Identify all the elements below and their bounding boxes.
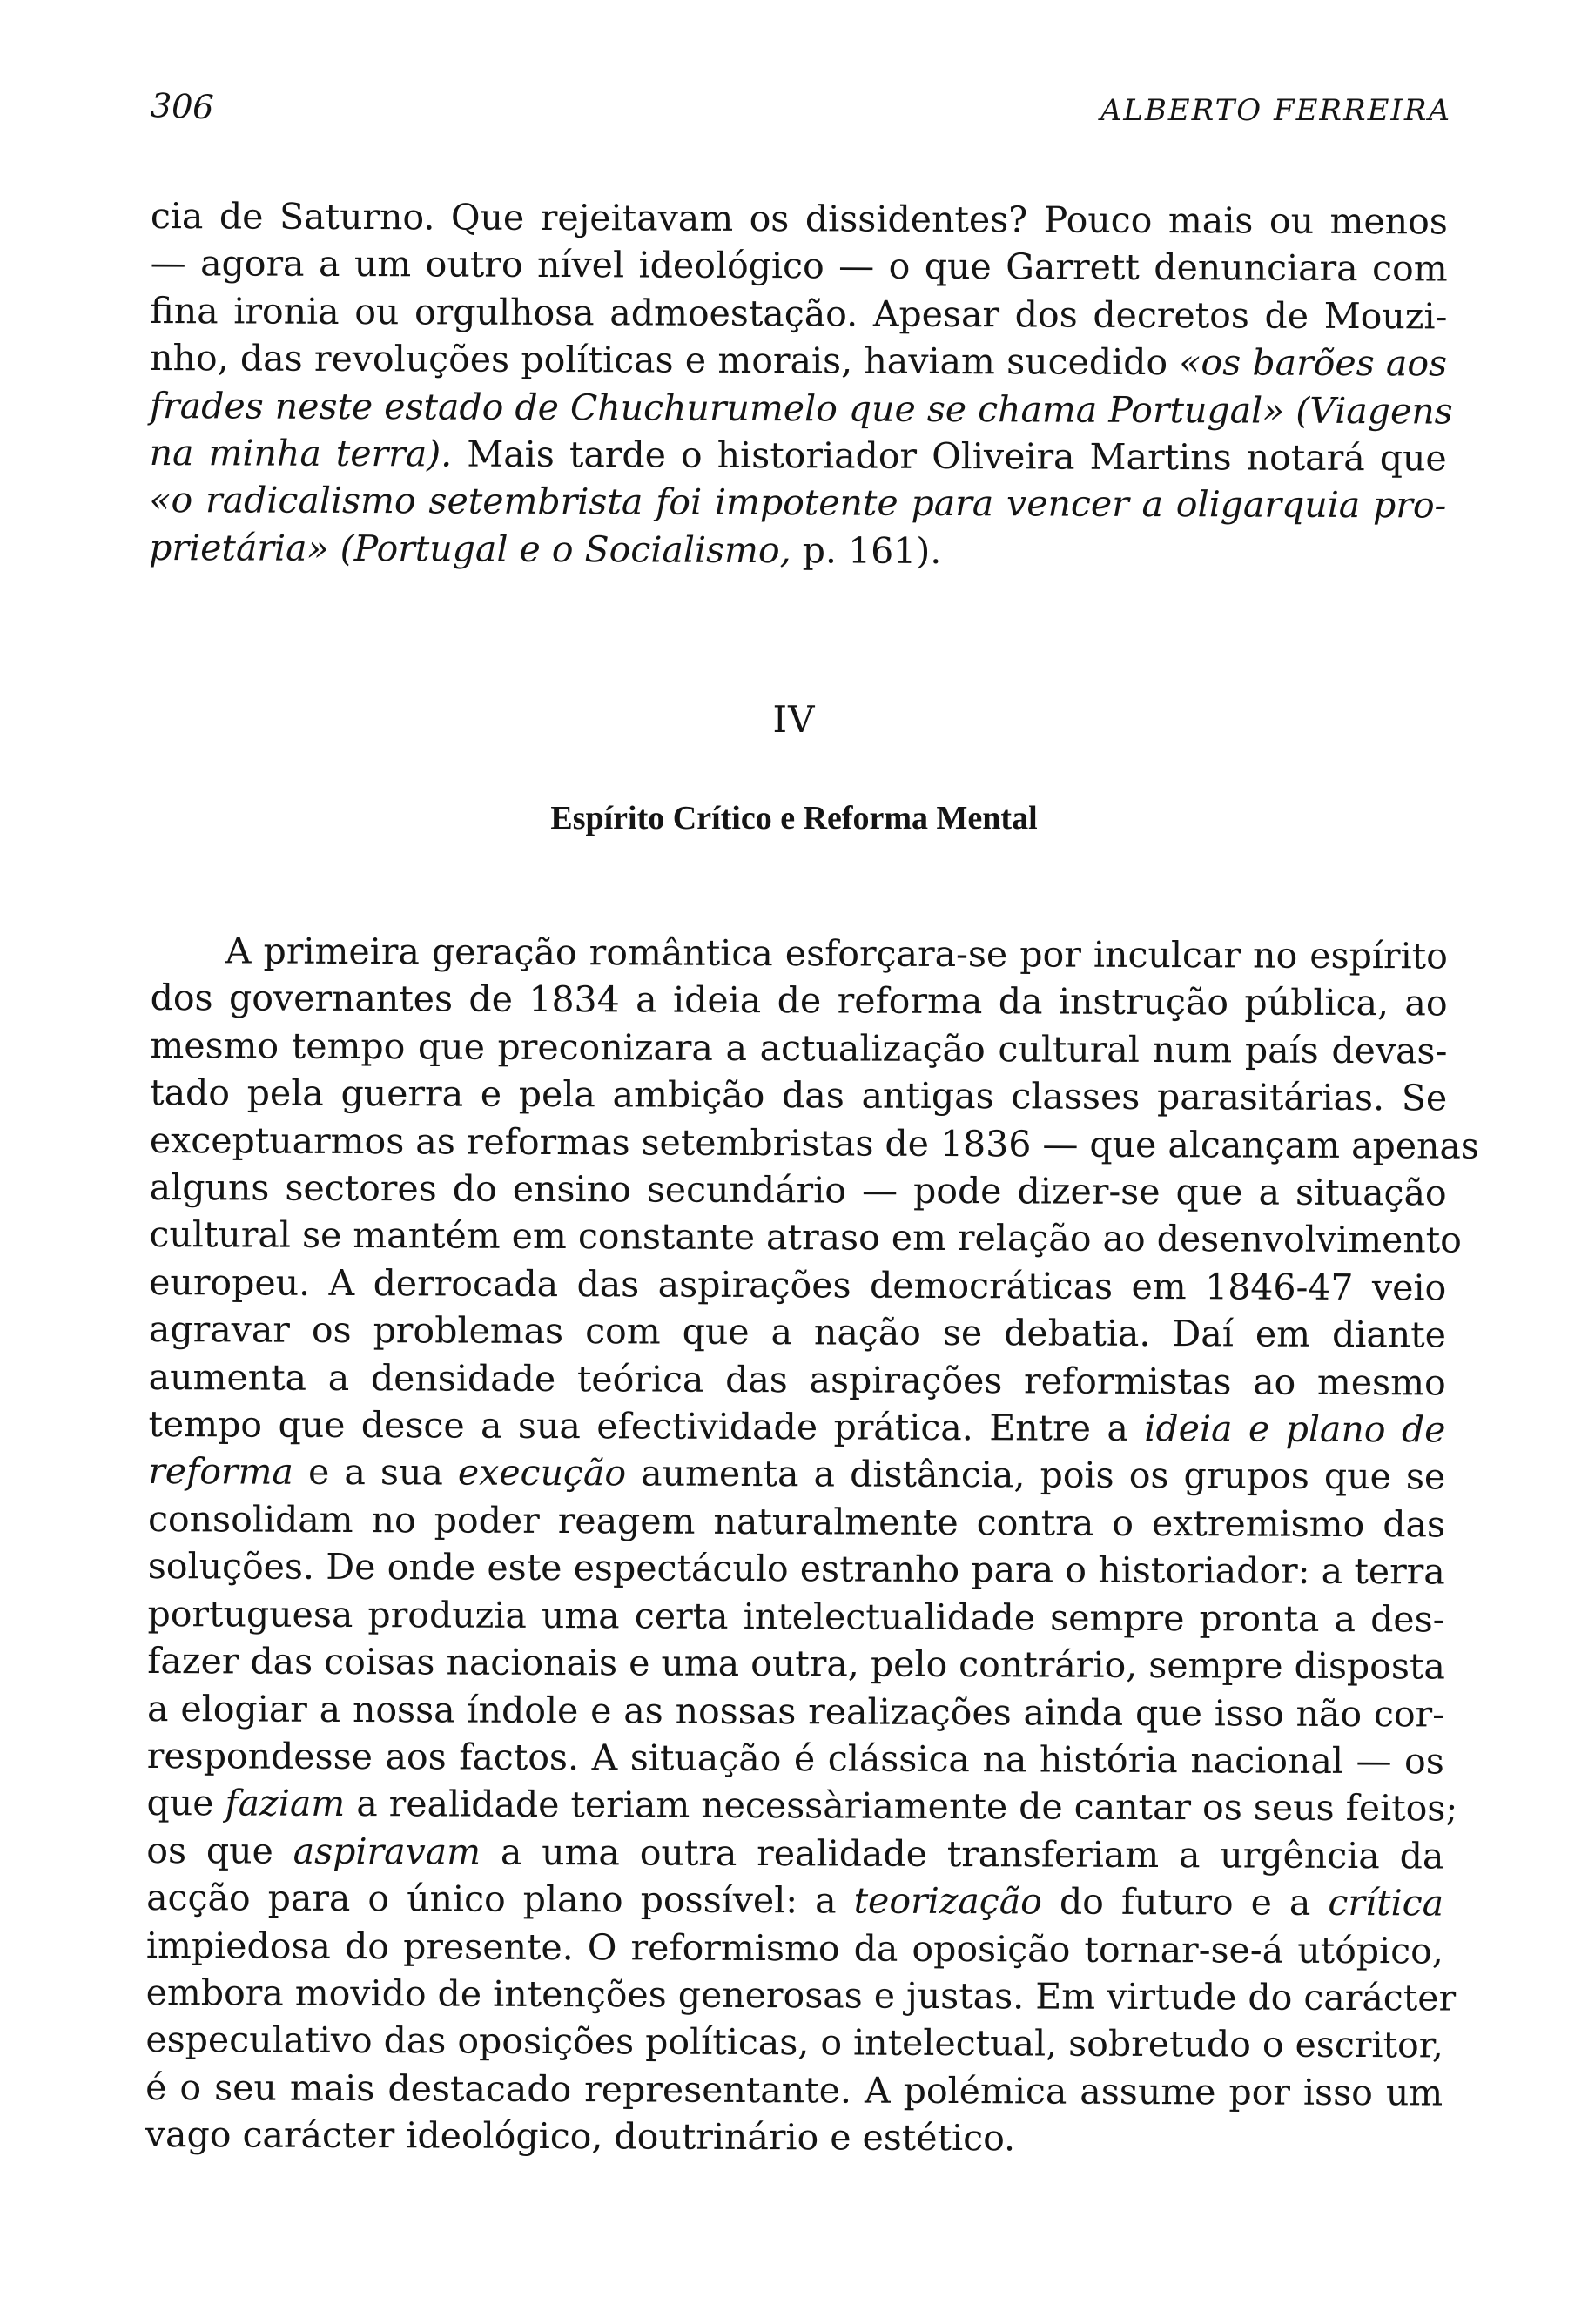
- text-run: acção para o único plano possível: a: [146, 1877, 854, 1922]
- text-run: fina ironia ou orgulhosa admoestação. Apesar dos decretos de Mouzi-: [150, 289, 1448, 338]
- text-line: [150, 429, 1447, 482]
- section-title: Espírito Crítico e Reforma Mental: [550, 800, 1038, 836]
- text-line: [149, 476, 1446, 529]
- italic-text-run: faziam: [225, 1782, 346, 1825]
- text-run: dos governantes de 1834 a ideia de reforma da instrução pública, ao: [150, 977, 1448, 1024]
- text-run: — agora a um outro nível ideológico — o que Garrett denunciara com: [150, 242, 1448, 290]
- text-line: [147, 1684, 1444, 1737]
- text-run: consolidam no poder reagem naturalmente contra o extremismo das: [147, 1497, 1446, 1546]
- text-line: [149, 1306, 1446, 1359]
- text-run: tempo que desce a sua efectividade prática. Entre a: [148, 1403, 1145, 1450]
- text-run: embora movido de intenções generosas e justas. Em virtude do carácter: [145, 1971, 1457, 2019]
- text-line: [145, 2111, 1443, 2164]
- section-numeral: IV: [772, 698, 816, 741]
- text-line: [151, 927, 1448, 980]
- italic-text-run: aspiravam: [293, 1830, 481, 1873]
- text-run: Mais tarde o historiador Oliveira Martins notará que: [452, 433, 1447, 480]
- text-line: [148, 1400, 1445, 1454]
- text-line: [151, 239, 1448, 292]
- page-number: 306: [150, 86, 215, 127]
- text-line: [149, 524, 1446, 577]
- text-line: [148, 1447, 1445, 1501]
- text-line: [145, 2016, 1443, 2069]
- text-line: [151, 974, 1448, 1027]
- text-line: [150, 287, 1447, 340]
- body-paragraph: [145, 927, 1480, 2164]
- running-header-author: ALBERTO FERREIRA: [1100, 93, 1451, 128]
- text-run: mesmo tempo que preconizara a actualização cultural num país devas-: [150, 1024, 1448, 1072]
- text-run: respondesse aos factos. A situação é clássica na história nacional — os: [146, 1734, 1444, 1783]
- text-line: [150, 334, 1447, 387]
- text-line: [148, 1495, 1445, 1548]
- text-line: [145, 1969, 1457, 2022]
- text-line: [149, 382, 1453, 435]
- italic-text-run: teorização: [853, 1879, 1043, 1923]
- text-run: p. 161).: [791, 529, 942, 572]
- text-run: os que: [146, 1829, 293, 1872]
- italic-text-run: frades neste estado de Chuchurumelo que se chama Portugal» (Viagens: [149, 384, 1453, 433]
- italic-text-run: prietária» (Portugal e o Socialismo,: [149, 526, 791, 572]
- text-run: e a sua: [293, 1451, 459, 1494]
- text-line: [146, 1779, 1458, 1832]
- text-run: a elogiar a nossa índole e as nossas realizações ainda que isso não cor-: [146, 1687, 1445, 1735]
- page-header: [151, 85, 1451, 138]
- text-line: [149, 1353, 1446, 1407]
- text-line: [145, 2064, 1443, 2117]
- text-line: [151, 192, 1448, 245]
- text-run: a realidade teriam necessàriamente de cantar os seus feitos;: [345, 1783, 1458, 1830]
- text-line: [146, 1922, 1443, 1975]
- text-line: [147, 1590, 1444, 1643]
- text-run: portuguesa produzia uma certa intelectualidade sempre pronta a des-: [147, 1592, 1445, 1641]
- text-run: nho, das revoluções políticas e morais, haviam sucedido: [150, 337, 1180, 384]
- text-line: [150, 1022, 1447, 1075]
- text-run: A primeira geração romântica esforçara-se por inculcar no espírito: [225, 930, 1448, 977]
- text-line: [150, 1069, 1447, 1122]
- italic-text-run: crítica: [1328, 1882, 1444, 1924]
- italic-text-run: «os barões aos: [1179, 341, 1448, 385]
- text-run: vago carácter ideológico, doutrinário e estético.: [145, 2113, 1016, 2159]
- text-run: soluções. De onde este espectáculo estranho para o historiador: a terra: [147, 1545, 1445, 1593]
- italic-text-run: ideia e plano de: [1144, 1407, 1446, 1451]
- text-run: exceptuarmos as reformas setembristas de 1836 — que alcançam apenas: [149, 1118, 1480, 1167]
- italic-text-run: na minha terra).: [149, 432, 453, 475]
- text-run: especulativo das oposições políticas, o intelectual, sobretudo o escritor,: [145, 2018, 1443, 2066]
- text-run: que: [146, 1782, 225, 1824]
- italic-text-run: execução: [457, 1452, 627, 1494]
- text-run: do futuro e a: [1041, 1880, 1329, 1924]
- text-line: [147, 1732, 1444, 1785]
- text-run: a uma outra realidade transferiam a urgência da: [480, 1830, 1444, 1877]
- text-run: tado pela guerra e pela ambição das antigas classes parasitárias. Se: [150, 1071, 1448, 1119]
- text-run: cia de Saturno. Que rejeitavam os dissidentes? Pouco mais ou menos: [150, 194, 1448, 243]
- text-run: aumenta a densidade teórica das aspirações reformistas ao mesmo: [148, 1355, 1446, 1404]
- text-line: [146, 1874, 1443, 1927]
- text-line: [148, 1542, 1445, 1595]
- italic-text-run: «o radicalismo setembrista foi impotente para vencer a oligarquia pro-: [149, 479, 1447, 527]
- text-run: cultural se mantém em constante atraso em relação ao desenvolvimento: [149, 1213, 1462, 1262]
- text-run: europeu. A derrocada das aspirações democráticas em 1846-47 veio: [149, 1260, 1447, 1309]
- text-line: [149, 1259, 1446, 1312]
- text-run: aumenta a distância, pois os grupos que se: [625, 1452, 1446, 1498]
- text-run: é o seu mais destacado representante. A polémica assume por isso um: [145, 2065, 1443, 2114]
- italic-text-run: reforma: [148, 1450, 294, 1494]
- text-line: [150, 1164, 1447, 1217]
- text-run: agravar os problemas com que a nação se debatia. Daí em diante: [148, 1308, 1447, 1356]
- text-run: alguns sectores do ensino secundário — pode dizer-se que a situação: [149, 1166, 1447, 1214]
- intro-paragraph: [149, 192, 1453, 577]
- text-run: impiedosa do presente. O reformismo da oposição tornar-se-á utópico,: [145, 1924, 1443, 1972]
- text-line: [149, 1117, 1480, 1170]
- text-line: [146, 1827, 1443, 1880]
- text-line: [147, 1637, 1444, 1690]
- text-line: [149, 1211, 1462, 1264]
- text-run: fazer das coisas nacionais e uma outra, pelo contrário, sempre disposta: [147, 1640, 1445, 1688]
